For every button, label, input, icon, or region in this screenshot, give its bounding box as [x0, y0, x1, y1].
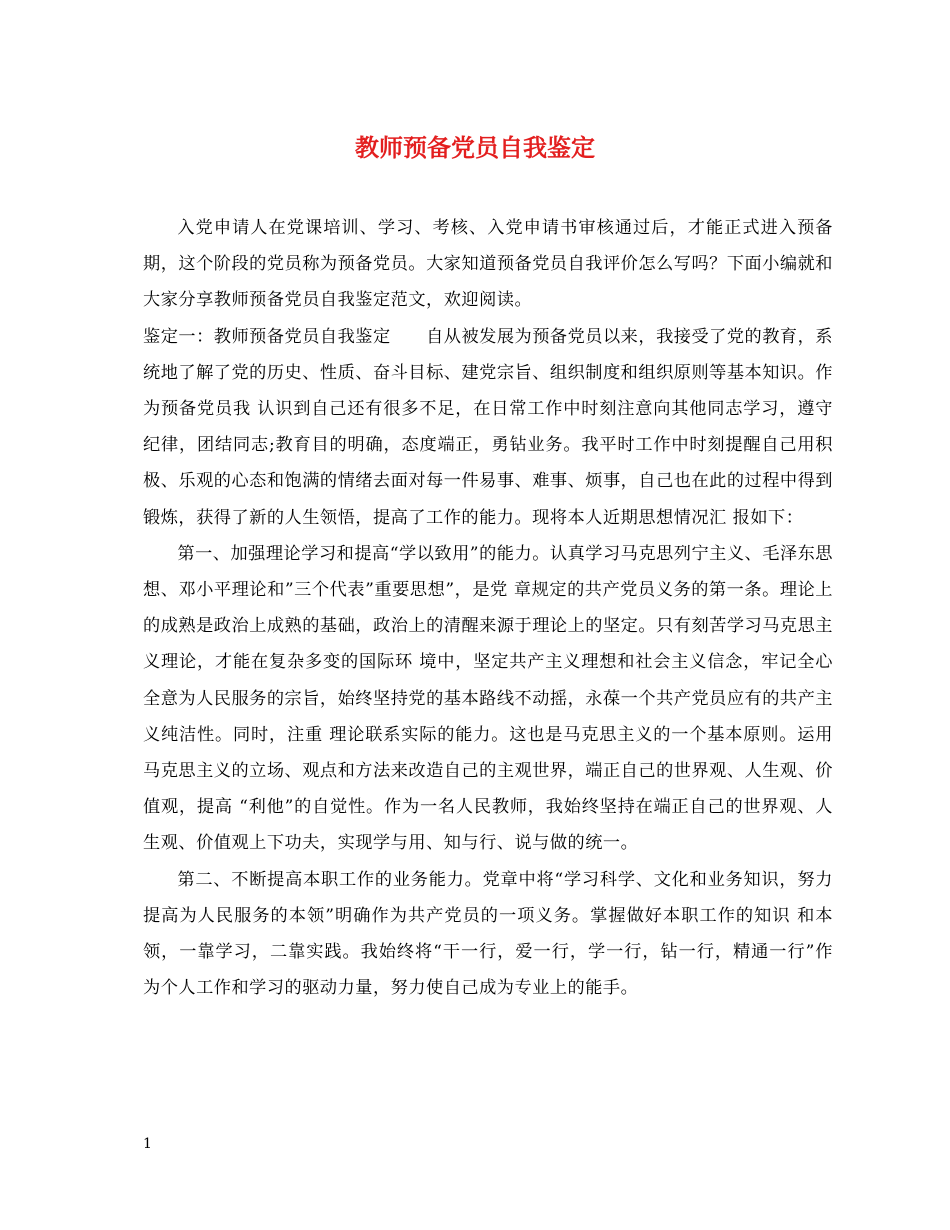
paragraph-intro: 入党申请人在党课培训、学习、考核、入党申请书审核通过后，才能正式进入预备期，这个阶段的党员称为预备党员。大家知道预备党员自我评价怎么写吗？下面小编就和大家分享教师预备党员自我鉴定范文，欢迎阅读。: [143, 218, 833, 311]
document-body: [143, 210, 833, 1006]
paragraph-appraisal-one: 鉴定一：教师预备党员自我鉴定 自从被发展为预备党员以来，我接受了党的教育，系统地了解了党的历史、性质、奋斗目标、建党宗旨、组织制度和组织原则等基本知识。作为预备党员我 认识到自己还有很多不足，在日常工作中时刻注意向其他同志学习，遵守纪律，团结同志;教育目的明确，态度端正，勇钻业务。我平时工作中时刻提醒自己用积 极、乐观的心态和饱满的情绪去面对每一件易事、难事、烦事，自己也在此的过程中得到锻炼，获得了新的人生领悟，提高了工作的能力。现将本人近期思想情况汇 报如下：: [143, 326, 833, 528]
page-number: 1: [143, 1136, 152, 1152]
paragraph-first-point: 第一、加强理论学习和提高“学以致用”的能力。认真学习马克思列宁主义、毛泽东思想、邓小平理论和”三个代表”重要思想”，是党 章规定的共产党员义务的第一条。理论上的成熟是政治上成熟的基础，政治上的清醒来源于理论上的坚定。只有刻苦学习马克思主义理论，才能在复杂多变的国际环 境中，坚定共产主义理想和社会主义信念，牢记全心全意为人民服务的宗旨，始终坚持党的基本路线不动摇，永葆一个共产党员应有的共产主义纯洁性。同时，注重 理论联系实际的能力。这也是马克思主义的一个基本原则。运用马克思主义的立场、观点和方法来改造自己的主观世界，端正自己的世界观、人生观、价值观，提高 “利他”的自觉性。作为一名人民教师，我始终坚持在端正自己的世界观、人生观、价值观上下功夫，实现学与用、知与行、说与做的统一。: [143, 543, 833, 854]
paragraph-second-point: 第二、不断提高本职工作的业务能力。党章中将“学习科学、文化和业务知识，努力提高为人民服务的本领”明确作为共产党员的一项义务。掌握做好本职工作的知识 和本领，一靠学习，二靠实践。我始终将“干一行，爱一行，学一行，钻一行，精通一行”作为个人工作和学习的驱动力量，努力使自己成为专业上的能手。: [143, 869, 833, 999]
document-title: 教师预备党员自我鉴定: [355, 133, 595, 162]
